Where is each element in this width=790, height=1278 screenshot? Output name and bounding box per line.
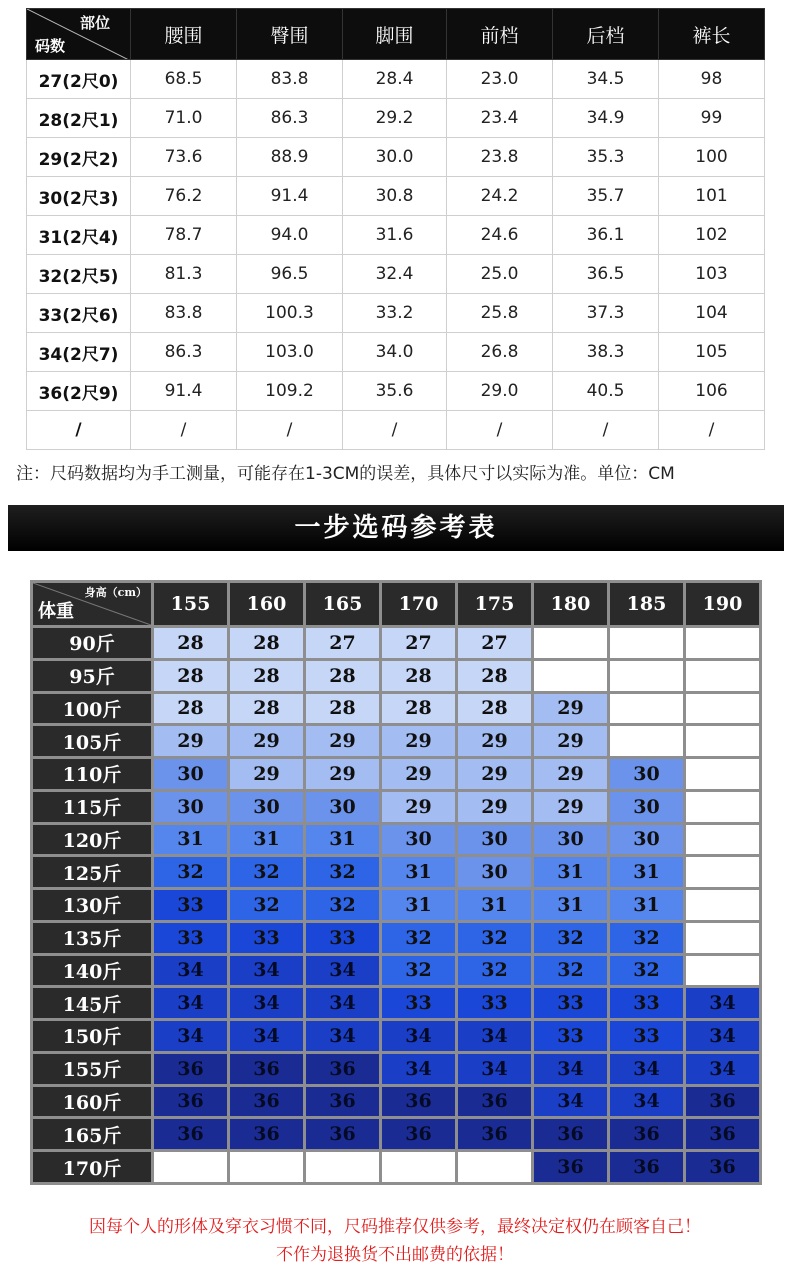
weight-label-cell: 100斤 (33, 694, 151, 724)
height-header-row (33, 583, 759, 625)
recommended-size-cell: 33 (458, 988, 531, 1018)
measurement-cell: 98 (659, 60, 765, 99)
measurement-cell: 23.8 (447, 138, 553, 177)
measurement-cell: / (447, 411, 553, 450)
recommended-size-cell: 32 (306, 890, 379, 920)
recommended-size-cell: 36 (610, 1152, 683, 1182)
recommended-size-cell: 28 (230, 661, 303, 691)
recommended-size-cell: 27 (306, 628, 379, 658)
weight-label-cell: 125斤 (33, 857, 151, 887)
recommended-size-cell: 31 (230, 825, 303, 855)
recommended-size-cell: 36 (458, 1087, 531, 1117)
recommended-size-cell: 29 (382, 792, 455, 822)
size-note: 注：尺码数据均为手工测量，可能存在1-3CM的误差，具体尺寸以实际为准。单位：CM (16, 464, 675, 484)
weight-row (33, 792, 759, 822)
size-code-cell: 30(2尺3) (27, 177, 131, 216)
weight-row (33, 1054, 759, 1084)
recommended-size-cell: 32 (306, 857, 379, 887)
recommended-size-cell: 30 (154, 792, 227, 822)
measurement-cell: 33.2 (343, 294, 447, 333)
measurement-cell: 86.3 (237, 99, 343, 138)
weight-label-cell: 105斤 (33, 726, 151, 756)
measurement-cell: 76.2 (131, 177, 237, 216)
recommended-size-cell: 36 (382, 1119, 455, 1149)
size-row (27, 216, 765, 255)
measurement-cell: 35.3 (553, 138, 659, 177)
recommended-size-cell: 33 (610, 988, 683, 1018)
recommended-size-cell: 27 (382, 628, 455, 658)
size-row (27, 294, 765, 333)
recommended-size-cell: 29 (534, 792, 607, 822)
measurement-cell: 28.4 (343, 60, 447, 99)
recommended-size-cell: 31 (306, 825, 379, 855)
recommended-size-cell: 36 (154, 1119, 227, 1149)
recommended-size-cell: 34 (458, 1054, 531, 1084)
size-code-cell: 29(2尺2) (27, 138, 131, 177)
recommended-size-cell: 34 (306, 988, 379, 1018)
empty-cell (686, 759, 759, 789)
measurement-cell: 31.6 (343, 216, 447, 255)
weight-label-cell: 145斤 (33, 988, 151, 1018)
weight-row (33, 661, 759, 691)
recommended-size-cell: 36 (230, 1087, 303, 1117)
empty-cell (534, 661, 607, 691)
measurement-cell: 38.3 (553, 333, 659, 372)
measurement-cell: 29.0 (447, 372, 553, 411)
empty-cell (686, 661, 759, 691)
weight-label-cell: 135斤 (33, 923, 151, 953)
measurement-cell: 29.2 (343, 99, 447, 138)
recommended-size-cell: 33 (230, 923, 303, 953)
empty-cell (154, 1152, 227, 1182)
recommended-size-cell: 34 (382, 1054, 455, 1084)
size-code-cell: 27(2尺0) (27, 60, 131, 99)
weight-label-cell: 95斤 (33, 661, 151, 691)
weight-label-cell: 160斤 (33, 1087, 151, 1117)
recommended-size-cell: 30 (534, 825, 607, 855)
weight-row (33, 923, 759, 953)
weight-label-cell: 120斤 (33, 825, 151, 855)
recommended-size-cell: 32 (230, 857, 303, 887)
empty-cell (686, 956, 759, 986)
weight-row (33, 1021, 759, 1051)
recommended-size-cell: 28 (154, 628, 227, 658)
corner-label-part: 部位 (79, 14, 110, 32)
disclaimer-line: 不作为退换货不出邮费的依据！ (276, 1245, 514, 1265)
header-back-rise: 后档 (553, 9, 659, 60)
header-length: 裤长 (659, 9, 765, 60)
weight-label-cell: 140斤 (33, 956, 151, 986)
empty-cell (686, 726, 759, 756)
size-row (27, 60, 765, 99)
measurement-cell: / (343, 411, 447, 450)
weight-row (33, 1119, 759, 1149)
weight-row (33, 1152, 759, 1182)
recommended-size-cell: 29 (306, 759, 379, 789)
size-code-cell: 31(2尺4) (27, 216, 131, 255)
weight-label-cell: 165斤 (33, 1119, 151, 1149)
weight-row (33, 890, 759, 920)
header-waist: 腰围 (131, 9, 237, 60)
recommended-size-cell: 29 (458, 726, 531, 756)
corner-label-height: 身高（cm） (84, 586, 147, 599)
measurement-cell: 25.0 (447, 255, 553, 294)
recommended-size-cell: 36 (230, 1119, 303, 1149)
empty-cell (534, 628, 607, 658)
measurement-cell: 73.6 (131, 138, 237, 177)
recommended-size-cell: 31 (534, 857, 607, 887)
measurement-cell: 106 (659, 372, 765, 411)
size-table-corner (27, 9, 131, 60)
measurement-cell: 40.5 (553, 372, 659, 411)
height-header-cell: 180 (534, 583, 607, 625)
recommended-size-cell: 31 (458, 890, 531, 920)
measurement-cell: 34.9 (553, 99, 659, 138)
measurement-cell: 86.3 (131, 333, 237, 372)
weight-label-cell: 115斤 (33, 792, 151, 822)
measurement-cell: 101 (659, 177, 765, 216)
empty-cell (230, 1152, 303, 1182)
recommended-size-cell: 36 (534, 1119, 607, 1149)
height-header-cell: 170 (382, 583, 455, 625)
recommended-size-cell: 29 (458, 759, 531, 789)
corner-label-weight: 体重 (38, 601, 74, 622)
empty-cell (458, 1152, 531, 1182)
measurement-cell: / (237, 411, 343, 450)
measurement-cell: 96.5 (237, 255, 343, 294)
measurement-cell: 103.0 (237, 333, 343, 372)
weight-row (33, 857, 759, 887)
weight-row (33, 988, 759, 1018)
measurement-cell: 109.2 (237, 372, 343, 411)
size-code-cell: 28(2尺1) (27, 99, 131, 138)
recommended-size-cell: 29 (230, 726, 303, 756)
measurement-cell: 24.2 (447, 177, 553, 216)
measurement-cell: 83.8 (237, 60, 343, 99)
size-code-cell: / (27, 411, 131, 450)
empty-cell (686, 890, 759, 920)
recommended-size-cell: 32 (534, 956, 607, 986)
recommended-size-cell: 32 (534, 923, 607, 953)
recommended-size-cell: 32 (382, 923, 455, 953)
measurement-cell: 26.8 (447, 333, 553, 372)
weight-row (33, 694, 759, 724)
weight-label-cell: 110斤 (33, 759, 151, 789)
size-row (27, 99, 765, 138)
recommended-size-cell: 30 (306, 792, 379, 822)
recommended-size-cell: 28 (230, 628, 303, 658)
recommended-size-cell: 31 (154, 825, 227, 855)
recommended-size-cell: 34 (154, 988, 227, 1018)
weight-row (33, 1087, 759, 1117)
section-banner: 一步选码参考表 (8, 505, 784, 551)
recommended-size-cell: 33 (610, 1021, 683, 1051)
recommended-size-cell: 29 (230, 759, 303, 789)
size-table (26, 8, 765, 450)
recommended-size-cell: 28 (458, 661, 531, 691)
weight-row (33, 956, 759, 986)
recommended-size-cell: 34 (610, 1087, 683, 1117)
empty-cell (610, 661, 683, 691)
height-header-cell: 175 (458, 583, 531, 625)
weight-label-cell: 150斤 (33, 1021, 151, 1051)
recommended-size-cell: 28 (230, 694, 303, 724)
measurement-cell: 102 (659, 216, 765, 255)
size-row (27, 138, 765, 177)
recommended-size-cell: 36 (382, 1087, 455, 1117)
recommended-size-cell: 33 (154, 890, 227, 920)
measurement-cell: 35.7 (553, 177, 659, 216)
recommended-size-cell: 36 (686, 1119, 759, 1149)
recommended-size-cell: 33 (154, 923, 227, 953)
weight-label-cell: 155斤 (33, 1054, 151, 1084)
recommended-size-cell: 34 (230, 1021, 303, 1051)
recommended-size-cell: 28 (154, 694, 227, 724)
recommended-size-cell: 31 (610, 890, 683, 920)
recommended-size-cell: 32 (458, 956, 531, 986)
recommended-size-cell: 33 (534, 1021, 607, 1051)
recommended-size-cell: 29 (382, 759, 455, 789)
disclaimer (0, 1213, 790, 1269)
measurement-cell: 81.3 (131, 255, 237, 294)
height-header-cell: 160 (230, 583, 303, 625)
measurement-cell: 32.4 (343, 255, 447, 294)
empty-cell (686, 694, 759, 724)
measurement-cell: / (659, 411, 765, 450)
recommended-size-cell: 32 (458, 923, 531, 953)
measurement-cell: 78.7 (131, 216, 237, 255)
measurement-cell: 99 (659, 99, 765, 138)
height-header-cell: 165 (306, 583, 379, 625)
weight-row (33, 726, 759, 756)
measurement-cell: 35.6 (343, 372, 447, 411)
recommended-size-cell: 28 (458, 694, 531, 724)
recommended-size-cell: 34 (306, 956, 379, 986)
measurement-cell: 91.4 (131, 372, 237, 411)
recommended-size-cell: 32 (610, 923, 683, 953)
recommended-size-cell: 30 (458, 825, 531, 855)
measurement-cell: 71.0 (131, 99, 237, 138)
recommended-size-cell: 34 (230, 956, 303, 986)
recommended-size-cell: 32 (382, 956, 455, 986)
measurement-cell: 23.4 (447, 99, 553, 138)
size-code-cell: 33(2尺6) (27, 294, 131, 333)
recommended-size-cell: 28 (306, 661, 379, 691)
recommended-size-cell: 34 (230, 988, 303, 1018)
recommended-size-cell: 31 (534, 890, 607, 920)
empty-cell (382, 1152, 455, 1182)
recommended-size-cell: 34 (686, 1054, 759, 1084)
size-table-header (27, 9, 765, 60)
recommended-size-cell: 30 (610, 792, 683, 822)
recommended-size-cell: 27 (458, 628, 531, 658)
measurement-cell: 103 (659, 255, 765, 294)
recommended-size-cell: 36 (610, 1119, 683, 1149)
measurement-cell: 94.0 (237, 216, 343, 255)
recommended-size-cell: 29 (458, 792, 531, 822)
recommended-size-cell: 28 (382, 661, 455, 691)
measurement-cell: 37.3 (553, 294, 659, 333)
size-code-cell: 36(2尺9) (27, 372, 131, 411)
recommended-size-cell: 31 (382, 890, 455, 920)
recommended-size-cell: 34 (458, 1021, 531, 1051)
disclaimer-line: 因每个人的形体及穿衣习惯不同，尺码推荐仅供参考，最终决定权仍在顾客自己！ (89, 1217, 701, 1237)
size-code-cell: 32(2尺5) (27, 255, 131, 294)
recommended-size-cell: 28 (306, 694, 379, 724)
empty-cell (610, 694, 683, 724)
recommended-size-cell: 34 (686, 988, 759, 1018)
recommended-size-cell: 33 (306, 923, 379, 953)
height-header-cell: 185 (610, 583, 683, 625)
recommended-size-cell: 36 (458, 1119, 531, 1149)
empty-cell (610, 726, 683, 756)
size-row (27, 177, 765, 216)
measurement-cell: 105 (659, 333, 765, 372)
measurement-cell: 30.0 (343, 138, 447, 177)
empty-cell (686, 857, 759, 887)
measurement-cell: 83.8 (131, 294, 237, 333)
recommended-size-cell: 32 (154, 857, 227, 887)
header-hip: 臀围 (237, 9, 343, 60)
recommendation-table (30, 580, 762, 1185)
size-row (27, 372, 765, 411)
recommended-size-cell: 29 (306, 726, 379, 756)
measurement-cell: 100 (659, 138, 765, 177)
measurement-cell: 23.0 (447, 60, 553, 99)
empty-cell (686, 628, 759, 658)
weight-row (33, 759, 759, 789)
measurement-cell: / (131, 411, 237, 450)
measurement-cell: 100.3 (237, 294, 343, 333)
recommended-size-cell: 29 (382, 726, 455, 756)
recommended-size-cell: 36 (230, 1054, 303, 1084)
header-front-rise: 前档 (447, 9, 553, 60)
recommended-size-cell: 36 (686, 1087, 759, 1117)
recommended-size-cell: 34 (534, 1087, 607, 1117)
measurement-cell: 36.5 (553, 255, 659, 294)
recommended-size-cell: 30 (610, 759, 683, 789)
recommended-size-cell: 30 (610, 825, 683, 855)
measurement-cell: 34.0 (343, 333, 447, 372)
recommended-size-cell: 36 (306, 1087, 379, 1117)
recommended-size-cell: 36 (686, 1152, 759, 1182)
corner-label-size: 码数 (35, 37, 66, 55)
recommended-size-cell: 32 (230, 890, 303, 920)
weight-label-cell: 130斤 (33, 890, 151, 920)
recommended-size-cell: 34 (534, 1054, 607, 1084)
recommended-size-cell: 29 (534, 726, 607, 756)
measurement-cell: 36.1 (553, 216, 659, 255)
recommended-size-cell: 36 (306, 1119, 379, 1149)
recommended-size-cell: 29 (534, 694, 607, 724)
recommended-size-cell: 34 (382, 1021, 455, 1051)
recommended-size-cell: 28 (154, 661, 227, 691)
empty-cell (686, 792, 759, 822)
empty-cell (686, 923, 759, 953)
size-code-cell: 34(2尺7) (27, 333, 131, 372)
size-row (27, 255, 765, 294)
height-header-cell: 155 (154, 583, 227, 625)
recommended-size-cell: 36 (154, 1054, 227, 1084)
recommended-size-cell: 36 (154, 1087, 227, 1117)
height-header-cell: 190 (686, 583, 759, 625)
recommended-size-cell: 34 (154, 956, 227, 986)
measurement-cell: 34.5 (553, 60, 659, 99)
size-recommendation-grid (30, 580, 762, 1185)
recommended-size-cell: 32 (610, 956, 683, 986)
measurement-cell: 88.9 (237, 138, 343, 177)
recommended-size-cell: 34 (154, 1021, 227, 1051)
weight-row (33, 825, 759, 855)
recommended-size-cell: 34 (610, 1054, 683, 1084)
recommended-size-cell: 30 (382, 825, 455, 855)
measurement-cell: 30.8 (343, 177, 447, 216)
empty-cell (686, 825, 759, 855)
size-row (27, 411, 765, 450)
recommended-size-cell: 36 (306, 1054, 379, 1084)
recommended-size-cell: 31 (382, 857, 455, 887)
recommended-size-cell: 28 (382, 694, 455, 724)
recommended-size-cell: 30 (458, 857, 531, 887)
empty-cell (306, 1152, 379, 1182)
recommended-size-cell: 36 (534, 1152, 607, 1182)
recommendation-corner (33, 583, 151, 625)
recommended-size-cell: 31 (610, 857, 683, 887)
header-hem: 脚围 (343, 9, 447, 60)
weight-row (33, 628, 759, 658)
measurement-cell: 25.8 (447, 294, 553, 333)
recommended-size-cell: 30 (154, 759, 227, 789)
recommended-size-cell: 30 (230, 792, 303, 822)
recommended-size-cell: 33 (534, 988, 607, 1018)
recommended-size-cell: 29 (154, 726, 227, 756)
weight-label-cell: 90斤 (33, 628, 151, 658)
recommended-size-cell: 29 (534, 759, 607, 789)
measurement-cell: 68.5 (131, 60, 237, 99)
recommended-size-cell: 33 (382, 988, 455, 1018)
measurement-cell: 91.4 (237, 177, 343, 216)
measurement-cell: 24.6 (447, 216, 553, 255)
recommended-size-cell: 34 (686, 1021, 759, 1051)
measurement-cell: / (553, 411, 659, 450)
size-row (27, 333, 765, 372)
measurement-cell: 104 (659, 294, 765, 333)
recommended-size-cell: 34 (306, 1021, 379, 1051)
weight-label-cell: 170斤 (33, 1152, 151, 1182)
empty-cell (610, 628, 683, 658)
